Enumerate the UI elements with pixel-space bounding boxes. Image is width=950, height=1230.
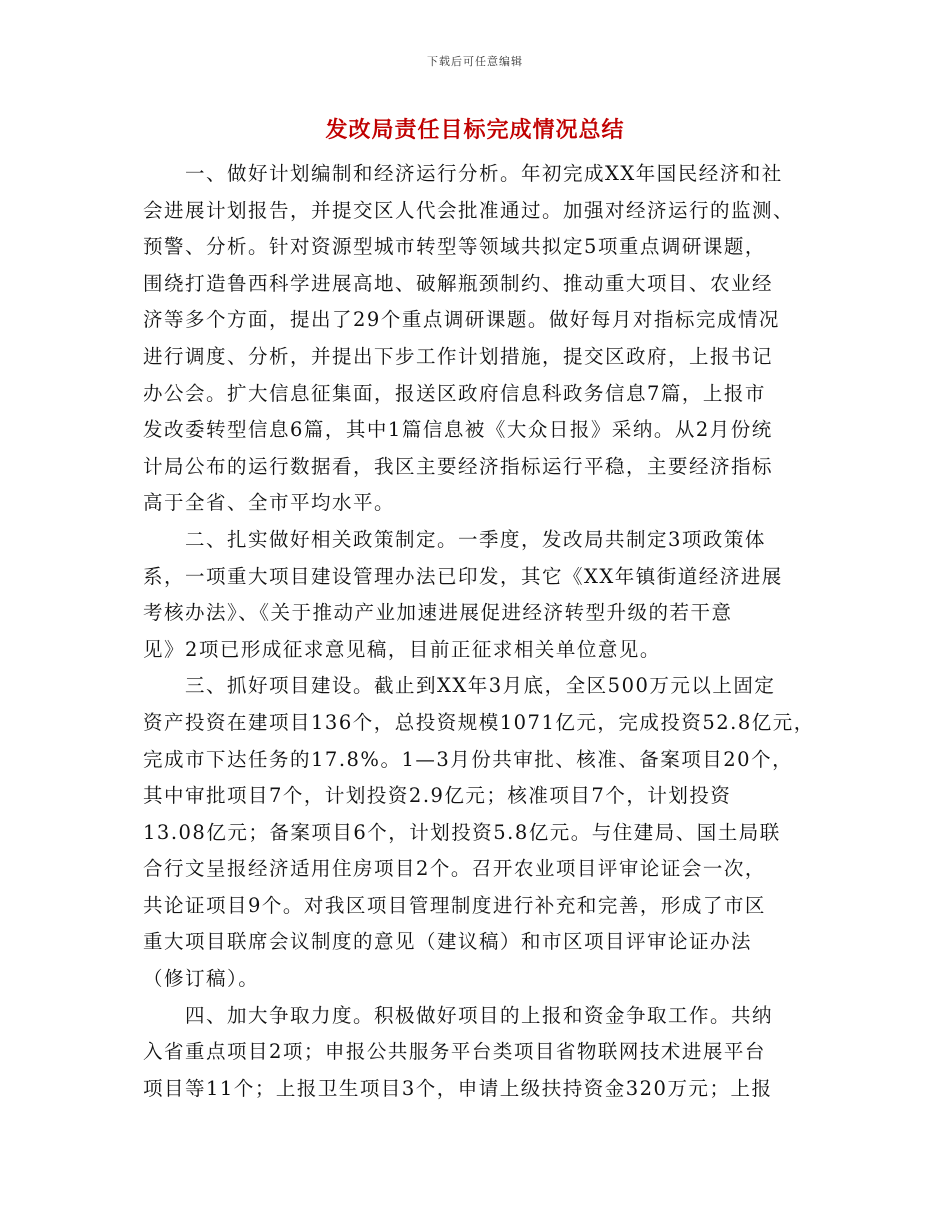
header-note: 下载后可任意编辑 bbox=[427, 55, 523, 68]
text-line: 其中审批项目7个，计划投资2.9亿元；核准项目7个，计划投资 bbox=[143, 784, 732, 808]
text-line: 完成市下达任务的17.8%。1—3月份共审批、核准、备案项目20个， bbox=[143, 747, 794, 771]
text-line: 合行文呈报经济适用住房项目2个。召开农业项目评审论证会一次， bbox=[143, 857, 766, 881]
document-body bbox=[143, 156, 833, 1107]
text-line: 发改委转型信息6篇，其中1篇信息被《大众日报》采纳。从2月份统 bbox=[143, 418, 773, 442]
text-line: 济等多个方面，提出了29个重点调研课题。做好每月对指标完成情况 bbox=[143, 308, 780, 332]
text-line: 三、抓好项目建设。截止到XX年3月底，全区500万元以上固定 bbox=[185, 674, 776, 698]
text-line: 重大项目联席会议制度的意见（建议稿）和市区项目评审论证办法 bbox=[143, 930, 753, 954]
paragraph-4 bbox=[143, 998, 833, 1108]
text-line: 一、做好计划编制和经济运行分析。年初完成XX年国民经济和社 bbox=[185, 162, 783, 185]
text-line: （修订稿）。 bbox=[143, 967, 260, 991]
text-line: 考核办法》、《关于推动产业加速进展促进经济转型升级的若干意 bbox=[143, 601, 733, 625]
text-line: 办公会。扩大信息征集面，报送区政府信息科政务信息7篇，上报市 bbox=[143, 381, 766, 405]
paragraph-2 bbox=[143, 522, 833, 668]
text-line: 见》2项已形成征求意见稿，目前正征求相关单位意见。 bbox=[143, 637, 661, 661]
text-line: 项目等11个；上报卫生项目3个，申请上级扶持资金320万元；上报 bbox=[143, 1076, 773, 1100]
text-line: 二、扎实做好相关政策制定。一季度，发改局共制定3项政策体 bbox=[185, 527, 766, 551]
text-line: 系，一项重大项目建设管理办法已印发，其它《XX年镇街道经济进展 bbox=[143, 564, 783, 588]
text-line: 共论证项目9个。对我区项目管理制度进行补充和完善，形成了市区 bbox=[143, 893, 766, 917]
text-line: 高于全省、全市平均水平。 bbox=[143, 491, 396, 515]
text-line: 13.08亿元；备案项目6个，计划投资5.8亿元。与住建局、国土局联 bbox=[143, 820, 781, 844]
paragraph-1 bbox=[143, 156, 833, 522]
text-line: 四、加大争取力度。积极做好项目的上报和资金争取工作。共纳 bbox=[185, 1003, 774, 1027]
text-line: 入省重点项目2项；申报公共服务平台类项目省物联网技术进展平台 bbox=[143, 1040, 766, 1064]
text-line: 计局公布的运行数据看，我区主要经济指标运行平稳，主要经济指标 bbox=[143, 454, 774, 478]
text-line: 资产投资在建项目136个，总投资规模1071亿元，完成投资52.8亿元， bbox=[143, 710, 815, 734]
text-line: 会进展计划报告，并提交区人代会批准通过。加强对经济运行的监测、 bbox=[143, 198, 795, 222]
text-line: 预警、分析。针对资源型城市转型等领域共拟定5项重点调研课题， bbox=[143, 235, 766, 259]
document-title: 发改局责任目标完成情况总结 bbox=[325, 117, 625, 143]
text-line: 进行调度、分析，并提出下步工作计划措施，提交区政府，上报书记 bbox=[143, 344, 774, 368]
paragraph-3 bbox=[143, 668, 833, 997]
text-line: 围绕打造鲁西科学进展高地、破解瓶颈制约、推动重大项目、农业经 bbox=[143, 271, 774, 295]
